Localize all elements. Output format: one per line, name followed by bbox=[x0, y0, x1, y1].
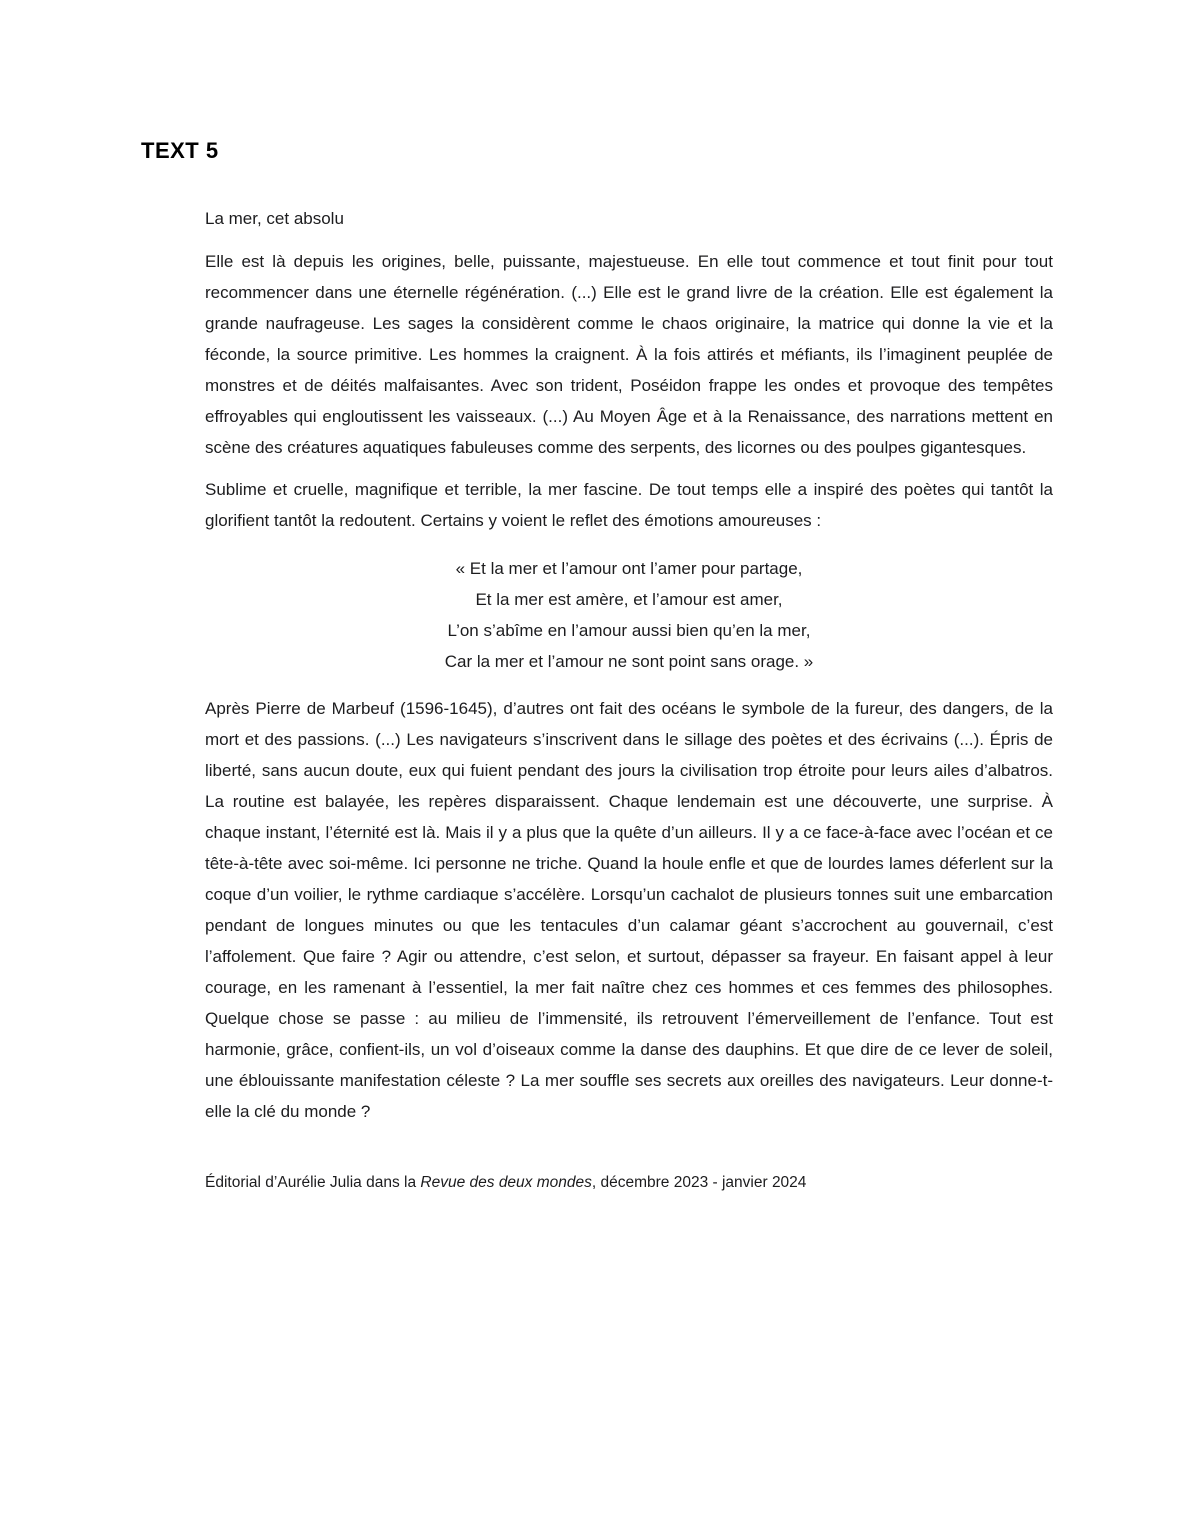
source-attribution bbox=[205, 1167, 1053, 1198]
article-title: La mer, cet absolu bbox=[205, 209, 344, 228]
paragraph-1: Elle est là depuis les origines, belle, puissante, majestueuse. En elle tout commence et tout finit pour tout recommencer dans une éternelle régénération. (...) Elle est le grand livre de la création. Elle est également la grande naufrageuse. Les sages la considèrent comme le chaos originaire, la matrice qui donne la vie et la féconde, la source primitive. Les hommes la craignent. À la fois attirés et méfiants, ils l’imaginent peuplée de monstres et de déités malfaisantes. Avec son trident, Poséidon frappe les ondes et provoque des tempêtes effroyables qui engloutissent les vaisseaux. (...) Au Moyen Âge et à la Renaissance, des narrations mettent en scène des créatures aquatiques fabuleuses comme des serpents, des licornes ou des poulpes gigantesques. bbox=[205, 252, 1053, 457]
paragraph-2: Sublime et cruelle, magnifique et terrible, la mer fascine. De tout temps elle a inspiré des poètes qui tantôt la glorifient tantôt la redoutent. Certains y voient le reflet des émotions amoureuses : bbox=[205, 480, 1053, 530]
attribution-work-title: Revue des deux mondes bbox=[420, 1174, 592, 1191]
poem-line-3: L’on s’abîme en l’amour aussi bien qu’en la mer, bbox=[447, 621, 811, 640]
text-number-heading: TEXT 5 bbox=[141, 138, 219, 163]
article-body bbox=[205, 203, 1053, 1198]
paragraph-3: Après Pierre de Marbeuf (1596-1645), d’autres ont fait des océans le symbole de la fureur, des dangers, de la mort et des passions. (...) Les navigateurs s’inscrivent dans le sillage des poètes et des écrivains (...). Épris de liberté, sans aucun doute, eux qui fuient pendant des jours la civilisation trop étroite pour leurs ailes d’albatros. La routine est balayée, les repères disparaissent. Chaque lendemain est une découverte, une surprise. À chaque instant, l’éternité est là. Mais il y a plus que la quête d’un ailleurs. Il y a ce face-à-face avec l’océan et ce tête-à-tête avec soi-même. Ici personne ne triche. Quand la houle enfle et que de lourdes lames déferlent sur la coque d’un voilier, le rythme cardiaque s’accélère. Lorsqu’un cachalot de plusieurs tonnes suit une embarcation pendant de longues minutes ou que les tentacules d’un calamar géant s’accrochent au gouvernail, c’est l’affolement. Que faire ? Agir ou attendre, c’est selon, et surtout, dépasser sa frayeur. En faisant appel à leur courage, en les ramenant à l’essentiel, la mer fait naître chez ces hommes et ces femmes des philosophes. Quelque chose se passe : au milieu de l’immensité, ils retrouvent l’émerveillement de l’enfance. Tout est harmonie, grâce, confient-ils, un vol d’oiseaux comme la danse des dauphins. Et que dire de ce lever de soleil, une éblouissante manifestation céleste ? La mer souffle ses secrets aux oreilles des navigateurs. Leur donne-t-elle la clé du monde ? bbox=[205, 699, 1053, 1121]
poem-line-2: Et la mer est amère, et l’amour est amer, bbox=[475, 590, 783, 609]
poem-quote bbox=[205, 553, 1053, 677]
poem-line-1: « Et la mer et l’amour ont l’amer pour partage, bbox=[455, 559, 803, 578]
attribution-suffix: , décembre 2023 - janvier 2024 bbox=[591, 1174, 807, 1191]
poem-line-4: Car la mer et l’amour ne sont point sans orage. » bbox=[444, 652, 814, 671]
attribution-prefix: Éditorial d’Aurélie Julia dans la bbox=[205, 1174, 421, 1191]
